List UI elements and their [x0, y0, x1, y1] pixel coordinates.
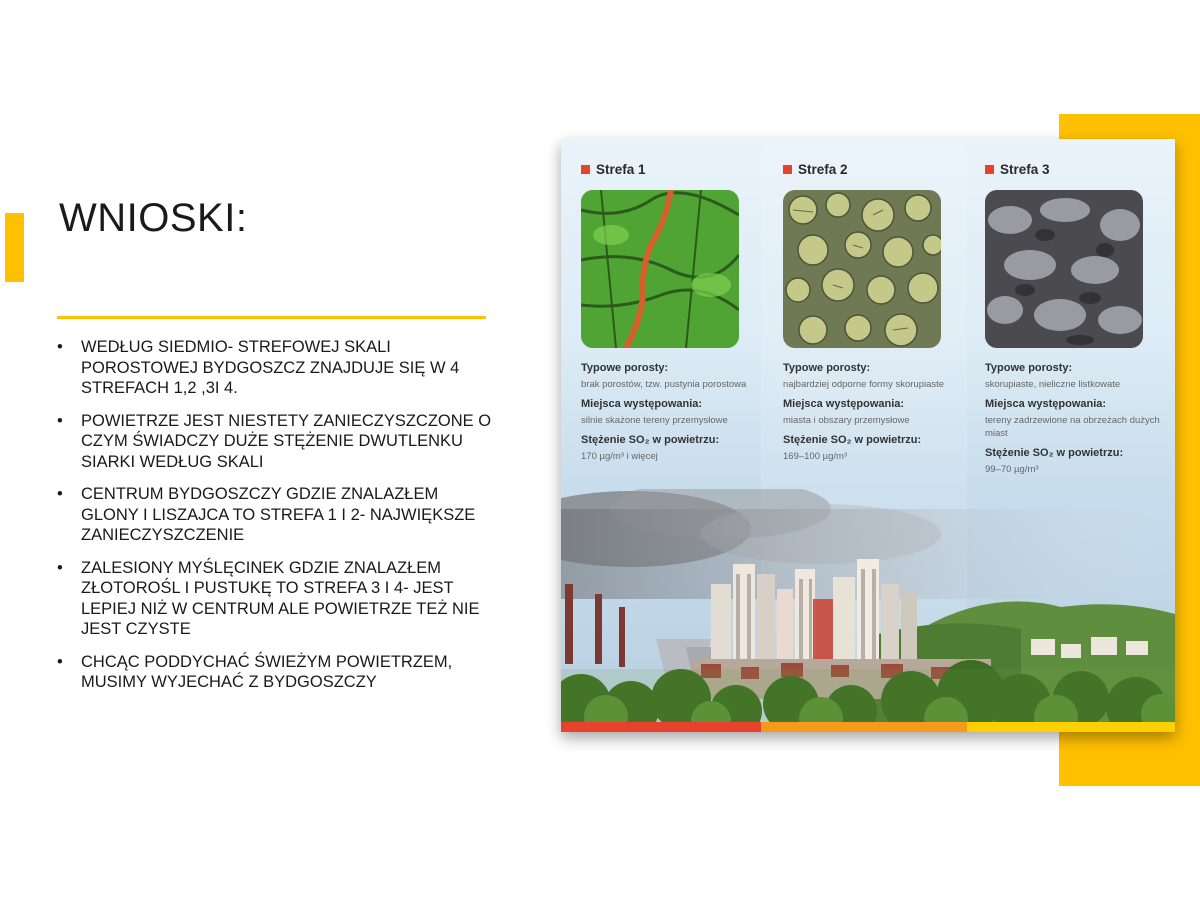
places-label: Miejsca występowania:: [581, 398, 703, 410]
so2-label: Stężenie SO₂ w powietrzu:: [581, 434, 720, 446]
places-value: tereny zadrzewione na obrzeżach dużych miast: [985, 415, 1160, 439]
zone-2-color-stripe: [761, 722, 967, 732]
zone-heading: [581, 162, 646, 177]
zone-heading: [783, 162, 848, 177]
zone-marker-icon: [581, 165, 590, 174]
so2-value: 170 µg/m³ i więcej: [581, 451, 658, 462]
so2-value: 99–70 µg/m³: [985, 464, 1039, 475]
zone-name: Strefa 2: [798, 162, 848, 177]
zone-marker-icon: [783, 165, 792, 174]
types-label: Typowe porosty:: [581, 362, 669, 374]
title-underline: [57, 316, 486, 319]
zone-heading: [985, 162, 1050, 177]
conclusions-list: [56, 337, 496, 705]
bullet-item: • WEDŁUG SIEDMIO- STREFOWEJ SKALI POROSTOWEJ BYDGOSZCZ ZNAJDUJE SIĘ W 4 STREFACH 1,2 ,3I 4.: [56, 337, 496, 399]
places-label: Miejsca występowania:: [985, 398, 1107, 410]
types-value: skorupiaste, nieliczne listkowate: [985, 379, 1121, 390]
types-label: Typowe porosty:: [985, 362, 1073, 374]
so2-label: Stężenie SO₂ w powietrzu:: [783, 434, 922, 446]
bullet-item: • CENTRUM BYDGOSZCZY GDZIE ZNALAZŁEM GLONY I LISZAJCA TO STREFA 1 I 2- NAJWIĘKSZE ZANIECZYSZCZENIE: [56, 484, 496, 546]
zone-1-color-stripe: [561, 722, 761, 732]
zone-name: Strefa 1: [596, 162, 646, 177]
slide-title: WNIOSKI:: [59, 196, 248, 240]
places-value: miasta i obszary przemysłowe: [783, 415, 910, 426]
zone-name: Strefa 3: [1000, 162, 1050, 177]
zone-marker-icon: [985, 165, 994, 174]
types-value: brak porostów, tzw. pustynia porostowa: [581, 379, 747, 390]
so2-label: Stężenie SO₂ w powietrzu:: [985, 447, 1124, 459]
bullet-item: • POWIETRZE JEST NIESTETY ZANIECZYSZCZONE O CZYM ŚWIADCZY DUŻE STĘŻENIE DWUTLENKU SIARKI WEDŁUG SKALI: [56, 411, 496, 473]
zone-3-photo: [985, 190, 1143, 348]
zone-info: [985, 362, 1161, 483]
city-landscape-illustration: [561, 489, 1175, 732]
places-value: silnie skażone tereny przemysłowe: [581, 415, 728, 426]
places-label: Miejsca występowania:: [783, 398, 905, 410]
bullet-item: • ZALESIONY MYŚLĘCINEK GDZIE ZNALAZŁEM ZŁOTOROŚL I PUSTUKĘ TO STREFA 3 I 4- JEST LEPIEJ NIŻ W CENTRUM ALE POWIETRZE TEŻ NIE JEST CZYSTE: [56, 558, 496, 640]
bullet-item: • CHCĄC PODDYCHAĆ ŚWIEŻYM POWIETRZEM, MUSIMY WYJECHAĆ Z BYDGOSZCZY: [56, 652, 496, 693]
zone-info: [783, 362, 959, 470]
lichen-scale-poster: [561, 139, 1175, 732]
types-label: Typowe porosty:: [783, 362, 871, 374]
zone-2-photo: [783, 190, 941, 348]
zone-3-color-stripe: [967, 722, 1175, 732]
title-accent-bar: [5, 213, 24, 282]
zone-info: [581, 362, 757, 470]
zone-1-photo: [581, 190, 739, 348]
types-value: najbardziej odporne formy skorupiaste: [783, 379, 945, 390]
so2-value: 169–100 µg/m³: [783, 451, 848, 462]
